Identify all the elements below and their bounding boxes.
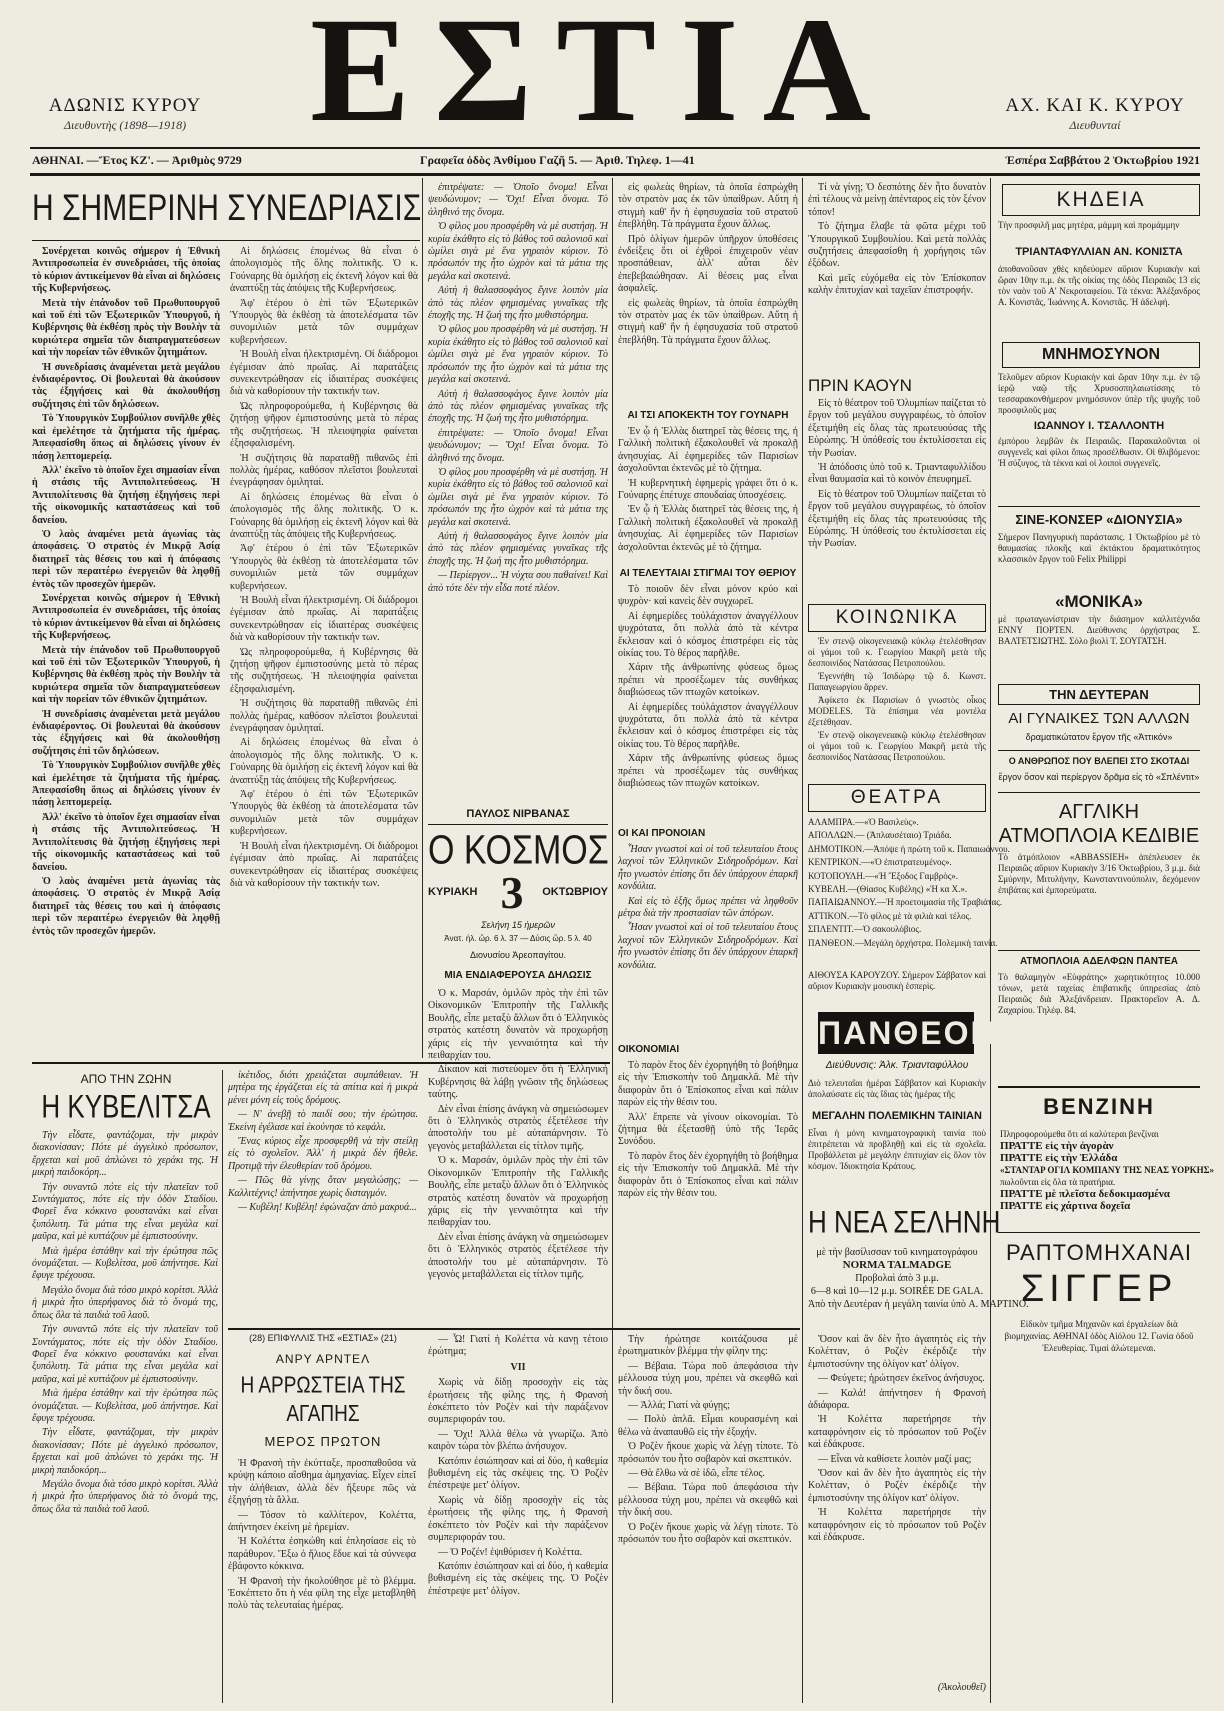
column3-text: ἐπιτρέψατε: — Ὁποῖο ὄνομα! Εἶναι ψευδώνυμον; — Ὄχι! Εἶναι ὄνομα. Τὸ ἀληθινό της ὄνομα. Ὁ φίλος μου προσφέρθη νὰ μὲ συστήσῃ. Ἡ κυρία ἐκάθητο εἰς τὸ βάθος τοῦ σαλονιοῦ καὶ ὡμίλει σιγὰ μὲ ἕνα γηραιὸν κύριον. Τὸ πρόσωπόν της ἦτο ὠχρὸν καὶ τὰ μάτια της μεγάλα καὶ σκοτεινά. Αὐτὴ ἡ θαλασσοφάγος ἔγινε λοιπὸν μία ἀπὸ τὰς πλέον φημισμένας γυναῖκας τῆς ἐποχῆς της. Ἡ ζωή της ἦτο μυθιστόρημα. Ὁ φίλος μου προσφέρθη νὰ μὲ συστήσῃ. Ἡ κυρία ἐκάθητο εἰς τὸ βάθος τοῦ σαλονιοῦ καὶ ὡμίλει σιγὰ μὲ ἕνα γηραιὸν κύριον. Τὸ πρόσωπόν της ἦτο ὠχρὸν καὶ τὰ μάτια της μεγάλα καὶ σκοτεινά. Αὐτὴ ἡ θαλασσοφάγος ἔγινε λοιπὸν μία ἀπὸ τὰς πλέον φημισμένας γυναῖκας τῆς ἐποχῆς της. Ἡ ζωή της ἦτο μυθιστόρημα. ἐπιτρέψατε: — Ὁποῖο ὄνομα! Εἶναι ψευδώνυμον; — Ὄχι! Εἶναι ὄνομα. Τὸ ἀληθινό της ὄνομα. Ὁ φίλος μου προσφέρθη νὰ μὲ συστήσῃ. Ἡ κυρία ἐκάθητο εἰς τὸ βάθος τοῦ σαλονιοῦ καὶ ὡμίλει σιγὰ μὲ ἕνα γηραιὸν κύριον. Τὸ πρόσωπόν της ἦτο ὠχρὸν καὶ τὰ μάτια της μεγάλα καὶ σκοτεινά. Αὐτὴ ἡ θαλασσοφάγος ἔγινε λοιπὸν μία ἀπὸ τὰς πλέον φημισμένας γυναῖκας τῆς ἐποχῆς της. Ἡ ζωή της ἦτο μυθιστόρημα. — Περίεργον... Ἡ νύχτα σου παθαίνει! Καὶ ἀπὸ τότε δὲν τὴν εἶδα ποτέ πλέον. xyxy=(428,182,608,594)
cine-dionysia-text-2: μὲ πρωταγωνίστριαν τὴν διάσημον καλλιτέχνιδα ΕΝΝΥ ΠΟΡΤΕΝ. Διεύθυνσις ὀρχήστρας Σ. ΒΑΛΤΕΤΣΙΩΤΗΣ. Σόλο βιολὶ Τ. ΣΟΥΓΑΤΣΗ. xyxy=(998,614,1200,646)
benzini-text: Πληροφορούμεθα ὅτι αἱ καλύτεραι βενζίναι ΠΡΑΤΤΕ εἰς τὴν ἀγορὰν ΠΡΑΤΤΕ εἰς τὴν Ἑλλάδα «ΣΤΑΝΤΑΡ ΟΓΙΛ ΚΟΜΠΑΝΥ ΤΗΣ ΝΕΑΣ ΥΟΡΚΗΣ» πωλοῦνται εἰς ὅλα τὰ πρατήρια. ΠΡΑΤΤΕ μὲ πλεῖστα δεδοκιμασμένα ΠΡΑΤΤΕ εἰς χάρτινα δοχεῖα xyxy=(1000,1129,1215,1212)
main-headline: Η ΣΗΜΕΡΙΝΗ ΣΥΝΕΔΡΙΑΣΙΣ xyxy=(32,187,422,229)
kideia-text: ἀποθανοῦσαν χθὲς κηδεύομεν αὔριον Κυριακὴν καὶ ὥραν 10ην π.μ. ἐκ τῆς οἰκίας της ὁδὸς Πειραιῶς 13 εἰς τὸν ναὸν τοῦ Α' Νεκροταφείου. Τὰ τέκνα: Ἀλέξανδρος Α. Κονιστᾶς, Ἰωάννης Α. Κονιστᾶς. Ἡ ἀδελφή. xyxy=(998,264,1200,307)
section-rule xyxy=(998,1232,1200,1233)
masthead-rule-bottom xyxy=(30,173,1200,176)
kyvelitsa-kicker: ΑΠΟ ΤΗΝ ΖΩΗΝ xyxy=(80,1072,172,1086)
theatra-title: ΘΕΑΤΡΑ xyxy=(808,784,986,812)
section-rule xyxy=(998,750,1200,751)
section-rule xyxy=(998,792,1200,793)
lower-section-rule xyxy=(32,1062,610,1064)
section-summer-title: ΑΙ ΤΕΛΕΥΤΑΙΑΙ ΣΤΙΓΜΑΙ ΤΟΥ ΘΕΡΙΟΥ xyxy=(619,568,797,579)
serial-col3: Τὴν ἠρώτησε κοιτάζουσα μὲ ἐρωτηματικὸν βλέμμα τὴν φίλην της: — Βέβαια. Τώρα ποῦ ἀπεφάσισα τὴν μέλλουσα τύχη μου, πρέπει νὰ σκεφθῶ καὶ τὴν δική σου. — Ἀλλά; Γιατί νὰ φύγῃς; — Πολὺ ἁπλᾶ. Εἶμαι κουρασμένη καὶ θέλω νὰ ἀναπαυθῶ εἰς τὴν ἐξοχήν. Ὁ Ροζὲν ἤκουε χωρὶς νὰ λέγῃ τίποτε. Τὸ πρόσωπόν του ἦτο σοβαρὸν καὶ σκεπτικόν. — Θὰ ἔλθω νὰ σὲ ἰδῶ, εἶπε τέλος. — Βέβαια. Τώρα ποῦ ἀπεφάσισα τὴν μέλλουσα τύχη μου, πρέπει νὰ σκεφθῶ καὶ τὴν δική σου. Ὁ Ροζὲν ἤκουε χωρὶς νὰ λέγῃ τίποτε. Τὸ πρόσωπόν του ἦτο σοβαρὸν καὶ σκεπτικόν. xyxy=(618,1334,798,1546)
andras-skotadi-text: ἔργον ὅσον καὶ περίεργον δρᾶμα εἰς τὸ «Σπλέντιτ» xyxy=(998,772,1200,782)
cine-dionysia-title: ΣΙΝΕ-ΚΟΝΣΕΡ «ΔΙΟΝΥΣΙΑ» xyxy=(1015,512,1183,527)
kosmos-day-number: 3 xyxy=(500,867,524,918)
kosmos-title: Ο ΚΟΣΜΟΣ xyxy=(428,827,609,874)
serial-col1: Ἡ Φρανσὴ τὴν ἐκύτταξε, προσπαθοῦσα νὰ κρύψῃ κάποιο αἴσθημα ἀμηχανίας. Εἶχεν εἰπεῖ τὴν ἀλήθειαν, ἀλλὰ δὲν ἤξευρε πῶς νὰ ἐξηγήσῃ τὰ ἄλλα. — Τόσον τὸ καλλίτερον, Κολέττα, ἀπήντησεν ἐκείνη μὲ ἠρεμίαν. Ἡ Κολέττα ἐσηκώθη καὶ ἐπλησίασε εἰς τὸ παράθυρον. Ἔξω ὁ ἥλιος ἔδυε καὶ τὰ σύννεφα ἐβάφοντο κόκκινα. Ἡ Φρανσὴ τὴν ἠκολούθησε μὲ τὸ βλέμμα. Ἐσκέπτετο ὅτι ἡ νέα φίλη της εἶχε μεταβληθῆ πολὺ τὰς τελευταίας ἡμέρας. xyxy=(228,1458,416,1612)
pantheon-logo: ΠΑΝΘΕΟΝ xyxy=(818,1012,974,1054)
prin-kaoun-title: ΠΡΙΝ ΚΑΟΥΝ xyxy=(808,376,912,395)
mnimosynon-title: ΜΝΗΜΟΣΥΝΟΝ xyxy=(1002,342,1200,368)
aithousa-karouzou: ΑΙΘΟΥΣΑ ΚΑΡΟΥΖΟΥ. Σήμερον Σάββατον καὶ αὔριον Κυριακὴν μουσικὴ ἑσπερὶς. xyxy=(808,970,986,991)
masthead-rule-top xyxy=(30,147,1200,149)
cine-dionysia-text: Σήμερον Πανηγυρικὴ παράστασις. 1 Ὀκτωβρίου μὲ τὸ θαυμασίας πλοκῆς καὶ ἐκτάκτου δραματικότητος κλασσικὸν ἔργον τοῦ Felix Philippi xyxy=(998,532,1200,564)
nea-selini-title: Η ΝΕΑ ΣΕΛΗΝΗ xyxy=(808,1203,1001,1240)
column-rule xyxy=(802,178,803,1703)
andras-skotadi-title: Ο ΑΝΘΡΩΠΟΣ ΠΟΥ ΒΛΕΠΕΙ ΣΤΟ ΣΚΟΤΑΔΙ xyxy=(1008,756,1190,766)
column-rule xyxy=(612,178,613,1703)
main-article-col1: Συνέρχεται κοινῶς σήμερον ἡ Ἐθνικὴ Ἀντιπροσωπεία ἐν συνεδριάσει, τῆς ὁποίας τὸ κύριον ἀντικείμενον θὰ εἶναι αἱ δηλώσεις τῆς Κυβερνήσεως. Μετὰ τὴν ἐπάνοδον τοῦ Πρωθυπουργοῦ καὶ τοῦ ἐπὶ τῶν Ἐξωτερικῶν Ὑπουργοῦ, ἡ Κυβέρνησις θὰ ἐκθέσῃ πρὸς τὴν Βουλὴν τὰ κυριώτερα σημεῖα τῶν διαπραγματεύσεων καὶ τὴν πορείαν τῶν ἐθνικῶν ζητημάτων. Ἡ συνεδρίασις ἀναμένεται μετὰ μεγάλου ἐνδιαφέροντος. Οἱ βουλευταὶ θὰ ἀκούσουν τὰς ἐξηγήσεις καὶ θὰ ἀκολουθήσῃ συζήτησις ἐπὶ τῶν δηλώσεων. Τὸ Ὑπουργικὸν Συμβούλιον συνῆλθε χθὲς καὶ ἐμελέτησε τὰ ζητήματα τῆς ἡμέρας. Ἀπεφασίσθη ὅπως αἱ δηλώσεις γίνουν ἐν πάσῃ λεπτομερείᾳ. Ἀλλ' ἐκεῖνο τὸ ὁποῖον ἔχει σημασίαν εἶναι ἡ στάσις τῆς Ἀντιπολιτεύσεως. Ἡ Ἀντιπολίτευσις θὰ ζητήσῃ ἐξηγήσεις περὶ τῆς οἰκονομικῆς καταστάσεως καὶ τοῦ δανείου. Ὁ λαὸς ἀναμένει μετὰ ἀγωνίας τὰς ἀποφάσεις. Ὁ στρατὸς ἐν Μικρᾷ Ἀσίᾳ διατηρεῖ τὰς θέσεις του καὶ ἡ ἀπόφασις περὶ τῶν περαιτέρω ἐνεργειῶν θὰ ληφθῇ ἐντὸς τῶν προσεχῶν ἡμερῶν. Συνέρχεται κοινῶς σήμερον ἡ Ἐθνικὴ Ἀντιπροσωπεία ἐν συνεδριάσει, τῆς ὁποίας τὸ κύριον ἀντικείμενον θὰ εἶναι αἱ δηλώσεις τῆς Κυβερνήσεως. Μετὰ τὴν ἐπάνοδον τοῦ Πρωθυπουργοῦ καὶ τοῦ ἐπὶ τῶν Ἐξωτερικῶν Ὑπουργοῦ, ἡ Κυβέρνησις θὰ ἐκθέσῃ πρὸς τὴν Βουλὴν τὰ κυριώτερα σημεῖα τῶν διαπραγματεύσεων καὶ τὴν πορείαν τῶν ἐθνικῶν ζητημάτων. Ἡ συνεδρίασις ἀναμένεται μετὰ μεγάλου ἐνδιαφέροντος. Οἱ βουλευταὶ θὰ ἀκούσουν τὰς ἐξηγήσεις καὶ θὰ ἀκολουθήσῃ συζήτησις ἐπὶ τῶν δηλώσεων. Τὸ Ὑπουργικὸν Συμβούλιον συνῆλθε χθὲς καὶ ἐμελέτησε τὰ ζητήματα τῆς ἡμέρας. Ἀπεφασίσθη ὅπως αἱ δηλώσεις γίνουν ἐν πάσῃ λεπτομερείᾳ. Ἀλλ' ἐκεῖνο τὸ ὁποῖον ἔχει σημασίαν εἶναι ἡ στάσις τῆς Ἀντιπολιτεύσεως. Ἡ Ἀντιπολίτευσις θὰ ζητήσῃ ἐξηγήσεις περὶ τῆς οἰκονομικῆς καταστάσεως καὶ τοῦ δανείου. Ὁ λαὸς ἀναμένει μετὰ ἀγωνίας τὰς ἀποφάσεις. Ὁ στρατὸς ἐν Μικρᾷ Ἀσίᾳ διατηρεῖ τὰς θέσεις του καὶ ἡ ἀπόφασις περὶ τῶν περαιτέρω ἐνεργειῶν θὰ ληφθῇ ἐντὸς τῶν προσεχῶν ἡμερῶν. xyxy=(32,246,220,937)
directors-name: ΑΧ. ΚΑΙ Κ. ΚΥΡΟΥ xyxy=(1005,95,1185,116)
pantheon-text: Διὸ τελευταῖαι ἡμέραι Σάββατον καὶ Κυριακὴν ἀπολαύσατε εἰς τὰς ἴδιας τὰς ἡμέρας τῆς xyxy=(808,1078,986,1099)
directors-subtitle: Διευθυνταί xyxy=(1069,118,1121,132)
nea-selini-text: μὲ τὴν βασίλισσαν τοῦ κινηματογράφου NORMA TALMADGE Προβολαὶ ἀπὸ 3 μ.μ. 6—8 καὶ 10—12 μ.μ. SOIRÉE DE GALA. Ἀπὸ τὴν Δευτέραν ἡ μεγάλη ταινία ὑπὸ A. ΜΑΡΤΙΝΟ. xyxy=(808,1247,1029,1310)
column3-signature: ΠΑΥΛΟΣ ΝΙΡΒΑΝΑΣ xyxy=(466,808,570,820)
pantheon-text-2: Εἶναι ἡ μόνη κινηματογραφικὴ ταινία ποὺ ἐπιτρέπεται νὰ προβληθῇ καὶ εἰς τὰ σχολεῖα. Προβάλλεται μὲ μεγάλην ἐπιτυχίαν εἰς ὅλον τὸν κόσμον. Ἰδιοκτησία Κράτους. xyxy=(808,1128,986,1171)
kosmos-day-right: ΟΚΤΩΒΡΙΟΥ xyxy=(542,886,608,898)
kyvelitsa-col1: Τὴν εἶδατε, φαντάζομαι, τὴν μικρὰν διακονίσσαν; Πότε μὲ ἀγγελικὸ πρόσωπον, ἔρχεται καὶ μοῦ ἀπλώνει τὸ χεράκι της. Ἡ μικρὴ παιδοκόρη... Τὴν συναντῶ πότε εἰς τὴν πλατεῖαν τοῦ Συντάγματος, πότε εἰς τὴν ὁδὸν Σταδίου. Φορεῖ ἕνα κόκκινο φουστανάκι καὶ εἶναι ξυπόλυτη. Τὰ μάτια της εἶναι μεγάλα καὶ μαῦρα, καὶ μὲ κυττάζουν μὲ ἐμπιστοσύνην. Μιὰ ἡμέρα ἐστάθην καὶ τὴν ἐρώτησα πῶς ὀνομάζεται. — Κυβελίτσα, μοῦ ἀπήντησε. Καὶ ἔφυγε τρέχουσα. Μεγάλο ὄνομα διὰ τόσο μικρὸ κορίτσι. Ἀλλὰ ἡ μικρὰ ἦτο ὑπερήφανος διὰ τὸ ὄνομά της, ὅπως ὅλα τὰ παιδιὰ τοῦ λαοῦ. Τὴν συναντῶ πότε εἰς τὴν πλατεῖαν τοῦ Συντάγματος, πότε εἰς τὴν ὁδὸν Σταδίου. Φορεῖ ἕνα κόκκινο φουστανάκι καὶ εἶναι ξυπόλυτη. Τὰ μάτια της εἶναι μεγάλα καὶ μαῦρα, καὶ μὲ κυττάζουν μὲ ἐμπιστοσύνην. Μιὰ ἡμέρα ἐστάθην καὶ τὴν ἐρώτησα πῶς ὀνομάζεται. — Κυβελίτσα, μοῦ ἀπήντησε. Καὶ ἔφυγε τρέχουσα. Τὴν εἶδατε, φαντάζομαι, τὴν μικρὰν διακονίσσαν; Πότε μὲ ἀγγελικὸ πρόσωπον, ἔρχεται καὶ μοῦ ἀπλώνει τὸ χεράκι της. Ἡ μικρὴ παιδοκόρη... Μεγάλο ὄνομα διὰ τόσο μικρὸ κορίτσι. Ἀλλὰ ἡ μικρὰ ἦτο ὑπερήφανος διὰ τὸ ὄνομά της, ὅπως ὅλα τὰ παιδιὰ τοῦ λαοῦ. xyxy=(32,1130,218,1515)
dateline-issue: ΑΘΗΝΑΙ. —Ἔτος ΚΖ'. — Ἀριθμὸς 9729 xyxy=(32,153,242,167)
section-pronoia-title: ΟΙ ΚΑΙ ΠΡΟΝΟΙΑΝ xyxy=(618,828,706,839)
column-rule xyxy=(222,1070,223,1703)
pantea-text: Τὸ θαλαμηγὸν «Εὐφράτης» χωρητικότητος 10.000 τόνων, μετὰ ταχείας ἐπιβατικῆς ὑπηρεσίας ἀπὸ Πειραιῶς διὰ Ἀλεξάνδρειαν. Πρακτορεῖον Α. Δ. Ζαχαρίου. Τηλέφ. 84. xyxy=(998,972,1200,1015)
pantheon-film: ΜΕΓΑΛΗΝ ΠΟΛΕΜΙΚΗΝ ΤΑΙΝΙΑΝ xyxy=(812,1110,982,1122)
dateline-office: Γραφεῖα ὁδὸς Ἀνθίμου Γαζῆ 5. — Ἀριθ. Τηλεφ. 1—41 xyxy=(420,153,695,167)
newspaper-title: ΕΣΤΙΑ xyxy=(310,0,895,153)
theatre-listings: ΑΛΑΜΠΡΑ.—«Ὁ Βασιλεὺς». ΑΠΟΛΛΩΝ.— (Ἀπλαυσέταιο) Τριάδα. ΔΗΜΟΤΙΚΟΝ.—Ἀπόψε ἡ πρώτη τοῦ κ. Παπαιωάννου. ΚΕΝΤΡΙΚΟΝ.—«Ὁ ἐπιστρατευμένος». ΚΟΤΟΠΟΥΛΗ.—«Ἡ Ἔξοδος Γαμβρὸς». ΚΥΒΕΛΗ.—(Θίασος Κυβέλης) «Ἡ κα Χ.». ΠΑΠΑΙΩΑΝΝΟΥ.—Ἡ προετοιμασία τῆς Τραβιάτας. ATTIKON.—Τὸ φίλος μὲ τὰ φιλιὰ καὶ τέλος. ΣΠΛΕΝΤΙΤ.—Ὁ σακουλόβιος. ΠΑΝΘΕΟΝ.—Μεγάλη ὀρχήστρα. Πολεμικὴ ταινία. xyxy=(808,817,1010,948)
serial-author: ΑΝΡΥ ΑΡΝΤΕΛ xyxy=(275,1352,371,1366)
serial-title: Η ΑΡΡΩΣΤΕΙΑ ΤΗΣ ΑΓΑΠΗΣ xyxy=(240,1373,406,1428)
anglia-text: Τὸ ἀτμόπλοιον «ABBASSIEH» ἀπέπλευσεν ἐκ Πειραιῶς αὔριον Κυριακὴν 3/16 Ὀκτωβρίου, 3 μ.μ. διὰ Σμύρνην, Μιτυλήνην, Κωνσταντινούπολιν, δεχόμενον ἐπιβάτας καὶ ἐμπορεύματα. xyxy=(998,852,1200,895)
deutera-film: ΑΙ ΓΥΝΑΙΚΕΣ ΤΩΝ ΑΛΛΩΝ xyxy=(1008,710,1190,727)
founder-name: ΑΔΩΝΙΣ ΚΥΡΟΥ xyxy=(48,95,202,116)
serial-label: (28) ΕΠΙΦΥΛΛΙΣ ΤΗΣ «ΕΣΤΙΑΣ» (21) xyxy=(249,1333,397,1343)
section-rule xyxy=(998,950,1200,951)
deutera-text: δραματικώτατον ἔργον τῆς «Ἀττικόν» xyxy=(1025,732,1173,742)
kyvelitsa-title: Η ΚΥΒΕΛΙΤΣΑ xyxy=(41,1087,211,1125)
column5-top-text: Τί νὰ γίνῃ; Ὁ δεσπότης δὲν ἦτο δυνατὸν ἐπὶ τέλους νὰ μείνῃ ἀπένταρος εἰς τὸν ξένον τόπον! Τὸ ζήτημα ἔλαβε τὰ φῶτα μέχρι τοῦ Ὑπουργικοῦ Συμβουλίου. Καὶ μετὰ πολλὰς συζητήσεις ἀπεφασίσθη ἡ χορήγησις τῶν ἐξόδων. Καὶ μεῖς εὐχόμεθα εἰς τὸν Ἐπίσκοπον καλὴν ἐπιτυχίαν καὶ ταχεῖαν ἐπιστροφήν. xyxy=(808,182,986,297)
singer-text: Εἰδικὸν τμῆμα Μηχανῶν καὶ ἐργαλείων διὰ βιομηχανίας. ΑΘΗΝΑΙ ὁδὸς Αἰόλου 12. Γωνία ὁδοῦ Ἐλευθερίας. Τιμαὶ ἀλώτεμεναι. xyxy=(1004,1319,1194,1353)
kosmos-moon: Σελήνη 15 ἡμερῶν xyxy=(481,920,555,930)
column4-top-text: εἰς φωλεὰς θηρίων, τὰ ὁποῖα ἐσπρώχθη τὸν στρατὸν μας ἐκ τῶν ὑπαίθρων. Αὕτη ἡ στιγμὴ καθ' ἣν ἡ ἐφησυχασία τοῦ στρατοῦ ἐπεβλήθη. Τὰ πράγματα ἔχουν ἄλλως. Πρὸ ὀλίγων ἡμερῶν ὑπῆρχον ὑποθέσεις ἐνδείξεις ὅτι οἱ ἐχθροὶ ἐπιχειροῦν νέαν προσπάθειαν, ἀλλ' αὗται δὲν ἐπεβεβαιώθησαν. Αἱ θέσεις μας εἶναι ἀσφαλεῖς. εἰς φωλεὰς θηρίων, τὰ ὁποῖα ἐσπρώχθη τὸν στρατὸν μας ἐκ τῶν ὑπαίθρων. Αὕτη ἡ στιγμὴ καθ' ἣν ἡ ἐφησυχασία τοῦ στρατοῦ ἐπεβλήθη. Τὰ πράγματα ἔχουν ἄλλως. xyxy=(618,182,798,346)
pantea-title: ΑΤΜΟΠΛΟΙΑ ΑΔΕΛΦΩΝ ΠΑΝΤΕΑ xyxy=(1019,956,1179,967)
kosmos-sun: Ἀνατ. ἡλ. ὥρ. 6 λ. 37 — Δύσις ὥρ. 5 λ. 40 xyxy=(444,934,592,943)
kideia-title: ΚΗΔΕΙΑ xyxy=(1002,184,1200,216)
kideia-name: ΤΡΙΑΝΤΑΦΥΛΛΙΑΝ ΑΝ. ΚΟΝΙΣΤΑ xyxy=(1015,246,1183,258)
singer-title-1: ΡΑΠΤΟΜΗΧΑΝΑΙ xyxy=(1006,1240,1192,1265)
dateline-date: Ἑσπέρα Σαββάτου 2 Ὀκτωβρίου 1921 xyxy=(1005,153,1200,167)
kosmos-text: Ὁ κ. Μαρσάν, ὁμιλῶν πρὸς τὴν ἐπὶ τῶν Οἰκονομικῶν Ἐπιτροπὴν τῆς Γαλλικῆς Βουλῆς, εἶπε μεταξὺ ἄλλων ὅτι ὁ Ἑλληνικὸς στρατὸς κατέστη δυνατὸν νὰ προχωρήσῃ χάρις εἰς τὴν γενναιότητα καὶ τὴν πειθαρχίαν του. Δίκαιον καὶ πιστεύομεν ὅτι ἡ Ἑλληνικὴ Κυβέρνησις θὰ λάβῃ γνῶσιν τῆς δηλώσεως ταύτης. Δὲν εἶναι ἐπίσης ἀνάγκη νὰ σημειώσωμεν ὅτι ὁ Ἑλληνικὸς στρατὸς ἐξετέλεσε τὴν ἀποστολήν του μὲ αὐταπάρνησιν. Τὸ γεγονὸς μεταβάλλεται εἰς τίτλον τιμῆς. Ὁ κ. Μαρσάν, ὁμιλῶν πρὸς τὴν ἐπὶ τῶν Οἰκονομικῶν Ἐπιτροπὴν τῆς Γαλλικῆς Βουλῆς, εἶπε μεταξὺ ἄλλων ὅτι ὁ Ἑλληνικὸς στρατὸς κατέστη δυνατὸν νὰ προχωρήσῃ χάρις εἰς τὴν γενναιότητα καὶ τὴν πειθαρχίαν του. Δὲν εἶναι ἐπίσης ἀνάγκη νὰ σημειώσωμεν ὅτι ὁ Ἑλληνικὸς στρατὸς ἐξετέλεσε τὴν ἀποστολήν του μὲ αὐταπάρνησιν. Τὸ γεγονὸς μεταβάλλεται εἰς τίτλον τιμῆς. xyxy=(428,988,608,1280)
kideia-intro: Τὴν προσφιλῆ μας μητέρα, μάμμη καὶ προμάμμην xyxy=(998,220,1180,230)
koinonika-text: Ἐν στενῷ οἰκογενειακῷ κύκλῳ ἐτελέσθησαν οἱ γάμοι τοῦ κ. Γεωργίου Μακρῆ μετὰ τῆς δεσποινίδος Νατάσσας Πετροπούλου. Ἐγεννήθη τῷ Ἰσιδώρῳ τῷ δ. Κωνστ. Παπαγεωργίου ἄρρεν. Ἀφίκετο ἐκ Παρισίων ὁ γνωστὸς οἶκος MODELES. Τὰ ἐπίσημα νέα μοντέλα ἐξετέθησαν. Ἐν στενῷ οἰκογενειακῷ κύκλῳ ἐτελέσθησαν οἱ γάμοι τοῦ κ. Γεωργίου Μακρῆ μετὰ τῆς δεσποινίδος Νατάσσας Πετροπούλου. xyxy=(808,636,986,762)
singer-title-2: ΣΙΓΓΕΡ xyxy=(1020,1268,1178,1310)
benzini-title: ΒΕΝΖΙΝΗ xyxy=(1043,1094,1155,1119)
section-gounaris-title: ΑΙ ΤΣΙ ΑΠΟΚΕΚΤΗ ΤΟΥ ΓΟΥΝΑΡΗ xyxy=(627,410,789,421)
mnimosynon-text: Τελοῦμεν αὔριον Κυριακὴν καὶ ὥραν 10ην π.μ. ἐν τῷ ἱερῷ ναῷ τῆς Χρυσοσπηλαιωτίσσης τὸ τεσσαρακονθήμερον μνημόσυνον ὑπὲρ τῆς ψυχῆς τοῦ προσφιλοῦς μας xyxy=(998,372,1200,415)
cine-dionysia-film: «ΜΟΝΙΚΑ» xyxy=(1055,592,1143,611)
founder-subtitle: Διευθυντὴς (1898—1918) xyxy=(63,118,187,132)
koinonika-title: ΚΟΙΝΩΝΙΚΑ xyxy=(808,604,986,632)
mnimosynon-name: ΙΩΑΝΝΟΥ Ι. ΤΣΑΛΛΟΝΤΗ xyxy=(1033,420,1165,432)
anglia-title: ΑΓΓΛΙΚΗ ΑΤΜΟΠΛΟΙΑ ΚΕΔΙΒΙΕ xyxy=(998,801,1200,847)
section-summer-text: Τὸ ποιοῦν δὲν εἶναι μόνον κρύο καὶ ψυχρὸν· καὶ κανεὶς δὲν συγχωρεῖ. Αἱ ἐφημερίδες τούλάχιστον ἀναγγέλλουν ψυχρότατα, ὅτι πολλὰ ἀπὸ τὰ κέντρα ἔκλεισαν καὶ ὁ κόσμος ἐπιστρέφει εἰς τὰς οἰκίας του. Τὸ θέρος παρῆλθε. Χάριν τῆς ἀνθρωπίνης φύσεως ὅμως πρέπει νὰ προσέξωμεν τὰς συνθήκας διαβιώσεως τῶν πτωχῶν κατοίκων. Αἱ ἐφημερίδες τούλάχιστον ἀναγγέλλουν ψυχρότατα, ὅτι πολλὰ ἀπὸ τὰ κέντρα ἔκλεισαν καὶ ὁ κόσμος ἐπιστρέφει εἰς τὰς οἰκίας του. Τὸ θέρος παρῆλθε. Χάριν τῆς ἀνθρωπίνης φύσεως ὅμως πρέπει νὰ προσέξωμεν τὰς συνθήκας διαβιώσεως τῶν πτωχῶν κατοίκων. xyxy=(618,584,798,790)
serial-col4: Ὅσον καὶ ἂν δὲν ἦτο ἀγαπητὸς εἰς τὴν Κολέτταν, ὁ Ροζὲν ἐκέρδιζε τὴν ἐμπιστοσύνην της ὀλίγον κατ' ὀλίγον. — Φεύγετε; ἠρώτησεν ἐκεῖνος ἀνήσυχος. — Καλά! ἀπήντησεν ἡ Φρανσὴ ἀδιάφορα. Ἡ Κολέττα παρετήρησε τὴν καταφρόνησιν εἰς τὸ πρόσωπον τοῦ Ροζὲν καὶ ἐδάκρυσε. — Εἶναι νὰ καθίσετε λοιπὸν μαζί μας; Ὅσον καὶ ἂν δὲν ἦτο ἀγαπητὸς εἰς τὴν Κολέτταν, ὁ Ροζὲν ἐκέρδιζε τὴν ἐμπιστοσύνην της ὀλίγον κατ' ὀλίγον. Ἡ Κολέττα παρετήρησε τὴν καταφρόνησιν εἰς τὸ πρόσωπον τοῦ Ροζὲν καὶ ἐδάκρυσε. xyxy=(808,1334,986,1544)
kosmos-rule xyxy=(428,824,608,825)
serial-rule xyxy=(228,1328,800,1330)
kosmos-subhead: ΜΙΑ ΕΝΔΙΑΦΕΡΟΥΣΑ ΔΗΛΩΣΙΣ xyxy=(444,970,592,981)
mnimosynon-text-2: ἐμπόρου λεμβῶν ἐκ Πειραιῶς. Παρακαλοῦνται οἱ συγγενεῖς καὶ φίλοι ὅπως προσέλθωσιν. Οἱ θλιβόμενοι: Ἡ σύζυγος, τὰ τέκνα καὶ οἱ λοιποὶ συγγενεῖς. xyxy=(998,436,1200,468)
serial-col2: — Ὦ! Γιατί ἡ Κολέττα νὰ κανῃ τέτοιο ἐρώτημα; VII Χωρὶς νὰ δίδῃ προσοχὴν εἰς τὰς ἐρωτήσεις τῆς φίλης της, ἡ Φρανσὴ ἐσκέπτετο τὸν Ροζὲν καὶ τὴν παράξενον συμπεριφοράν του. — Ὄχι! Ἀλλὰ θέλω νὰ γνωρίζω. Ἀπὸ καιρὸν τώρα τὸν βλέπω ἀνήσυχον. Κατόπιν ἐσιώπησαν καὶ αἱ δύο, ἡ καθεμία βυθισμένη εἰς τὰς σκέψεις της. Ὁ Ροζὲν ἐπέστρεψε μετ' ὀλίγον. Χωρὶς νὰ δίδῃ προσοχὴν εἰς τὰς ἐρωτήσεις τῆς φίλης της, ἡ Φρανσὴ ἐσκέπτετο τὸν Ροζὲν καὶ τὴν παράξενον συμπεριφοράν του. — Ὁ Ροζέν! ἐψιθύρισεν ἡ Κολέττα. Κατόπιν ἐσιώπησαν καὶ αἱ δύο, ἡ καθεμία βυθισμένη εἰς τὰς σκέψεις της. Ὁ Ροζὲν ἐπέστρεψε μετ' ὀλίγον. xyxy=(428,1334,608,1597)
main-article-col2: Αἱ δηλώσεις ἐπομένως θὰ εἶναι ὁ ἀπολογισμὸς τῆς ὅλης πολιτικῆς. Ὁ κ. Γούναρης θὰ ὁμιλήσῃ εἰς ἐκτενῆ λόγον καὶ θὰ ἀναπτύξῃ τὰς ἀπόψεις τῆς Κυβερνήσεως. Ἀφ' ἑτέρου ὁ ἐπὶ τῶν Ἐξωτερικῶν Ὑπουργὸς θὰ ἐκθέσῃ τὰ ἀποτελέσματα τῶν συνομιλιῶν μετὰ τῶν συμμάχων κυβερνήσεων. Ἡ Βουλὴ εἶναι ἠλεκτρισμένη. Οἱ διάδρομοι ἐγέμισαν ἀπὸ πρωΐας. Αἱ παρατάξεις συνεκεντρώθησαν εἰς ἰδιαιτέρας συσκέψεις διὰ νὰ καθορίσουν τὴν τακτικήν των. Ὡς πληροφορούμεθα, ἡ Κυβέρνησις θὰ ζητήσῃ ψῆφον ἐμπιστοσύνης μετὰ τὸ πέρας τῆς συζητήσεως. Ἡ πλειοψηφία φαίνεται ἐξησφαλισμένη. Ἡ συζήτησις θὰ παραταθῇ πιθανῶς ἐπὶ πολλὰς ἡμέρας, καθόσον πλεῖστοι βουλευταὶ ἐνεγράφησαν ὁμιληταί. Αἱ δηλώσεις ἐπομένως θὰ εἶναι ὁ ἀπολογισμὸς τῆς ὅλης πολιτικῆς. Ὁ κ. Γούναρης θὰ ὁμιλήσῃ εἰς ἐκτενῆ λόγον καὶ θὰ ἀναπτύξῃ τὰς ἀπόψεις τῆς Κυβερνήσεως. Ἀφ' ἑτέρου ὁ ἐπὶ τῶν Ἐξωτερικῶν Ὑπουργὸς θὰ ἐκθέσῃ τὰ ἀποτελέσματα τῶν συνομιλιῶν μετὰ τῶν συμμάχων κυβερνήσεων. Ἡ Βουλὴ εἶναι ἠλεκτρισμένη. Οἱ διάδρομοι ἐγέμισαν ἀπὸ πρωΐας. Αἱ παρατάξεις συνεκεντρώθησαν εἰς ἰδιαιτέρας συσκέψεις διὰ νὰ καθορίσουν τὴν τακτικήν των. Ὡς πληροφορούμεθα, ἡ Κυβέρνησις θὰ ζητήσῃ ψῆφον ἐμπιστοσύνης μετὰ τὸ πέρας τῆς συζητήσεως. Ἡ πλειοψηφία φαίνεται ἐξησφαλισμένη. Ἡ συζήτησις θὰ παραταθῇ πιθανῶς ἐπὶ πολλὰς ἡμέρας, καθόσον πλεῖστοι βουλευταὶ ἐνεγράφησαν ὁμιληταί. Αἱ δηλώσεις ἐπομένως θὰ εἶναι ὁ ἀπολογισμὸς τῆς ὅλης πολιτικῆς. Ὁ κ. Γούναρης θὰ ὁμιλήσῃ εἰς ἐκτενῆ λόγον καὶ θὰ ἀναπτύξῃ τὰς ἀπόψεις τῆς Κυβερνήσεως. Ἀφ' ἑτέρου ὁ ἐπὶ τῶν Ἐξωτερικῶν Ὑπουργὸς θὰ ἐκθέσῃ τὰ ἀποτελέσματα τῶν συνομιλιῶν μετὰ τῶν συμμάχων κυβερνήσεων. Ἡ Βουλὴ εἶναι ἠλεκτρισμένη. Οἱ διάδρομοι ἐγέμισαν ἀπὸ πρωΐας. Αἱ παρατάξεις συνεκεντρώθησαν εἰς ἰδιαιτέρας συσκέψεις διὰ νὰ καθορίσουν τὴν τακτικήν των. xyxy=(230,246,418,889)
section-oikonomiai-title: ΟΙΚΟΝΟΜΙΑΙ xyxy=(618,1044,680,1055)
deutera-title: ΤΗΝ ΔΕΥΤΕΡΑΝ xyxy=(998,684,1200,705)
section-pronoia-text: Ἦσαν γνωστοὶ καὶ οἱ τοῦ τελευταίου ἔτους λαχνοὶ τῶν Ἑλληνικῶν Σιδηροδρόμων. Καὶ ἦτο γνωστὸν ἐπίσης ὅτι δὲν ὑπάρχουν ἐπαρκῆ κονδύλια. Καὶ εἰς τὸ ἑξῆς ὅμως πρέπει νὰ ληφθοῦν μέτρα διὰ τὴν προστασίαν τῶν ἀπόρων. Ἦσαν γνωστοὶ καὶ οἱ τοῦ τελευταίου ἔτους λαχνοὶ τῶν Ἑλληνικῶν Σιδηροδρόμων. Καὶ ἦτο γνωστὸν ἐπίσης ὅτι δὲν ὑπάρχουν ἐπαρκῆ κονδύλια. xyxy=(618,844,798,971)
column-rule xyxy=(422,178,423,1058)
section-oikonomiai-text: Τὸ παρὸν ἔτος δὲν ἐχορηγήθη τὸ βοήθημα εἰς τὴν Ἐπισκοπὴν τοῦ Δημακλᾶ. Μὲ τὴν διαφορὰν ὅτι ὁ Ἐπίσκοπος εἶναι καὶ πάλιν παρὼν εἰς τὴν θέσιν του. Ἀλλ' ἔπρεπε νὰ γίνουν οἰκονομίαι. Τὸ ζήτημα θὰ ἐξετασθῇ ὑπὸ τῆς Ἱερᾶς Συνόδου. Τὸ παρὸν ἔτος δὲν ἐχορηγήθη τὸ βοήθημα εἰς τὴν Ἐπισκοπὴν τοῦ Δημακλᾶ. Μὲ τὴν διαφορὰν ὅτι ὁ Ἐπίσκοπος εἶναι καὶ πάλιν παρὼν εἰς τὴν θέσιν του. xyxy=(618,1060,798,1200)
prin-kaoun-text: Εἰς τὸ θέατρον τοῦ Ὀλυμπίων παίζεται τὸ ἔργον τοῦ μεγάλου συγγραφέως, τὸ ὁποῖον ἐξετιμήθη εἰς ὅλας τὰς πρωτευούσας τῆς Εὐρώπης. Ἡ ὑπόθεσίς του ἐκτυλίσσεται εἰς τὴν Ρωσίαν. Ἡ ἀπόδοσις ὑπὸ τοῦ κ. Τριανταφυλλίδου εἶναι θαυμασία καὶ τὸ κοινὸν ἐπευφημεῖ. Εἰς τὸ θέατρον τοῦ Ὀλυμπίων παίζεται τὸ ἔργον τοῦ μεγάλου συγγραφέως, τὸ ὁποῖον ἐξετιμήθη εἰς ὅλας τὰς πρωτευούσας τῆς Εὐρώπης. Ἡ ὑπόθεσίς του ἐκτυλίσσεται εἰς τὴν Ρωσίαν. xyxy=(808,398,986,550)
section-gounaris-text: Ἐν ᾧ ἡ Ἑλλὰς διατηρεῖ τὰς θέσεις της, ἡ Γαλλικὴ πολιτικὴ ἐξακολουθεῖ νὰ προκαλῇ ἀνησυχίας. Αἱ ἐφημερίδες τῶν Παρισίων ἀσχολοῦνται ἐκτενῶς μὲ τὸ ζήτημα. Ἡ κυβερνητικὴ ἐφημερὶς γράφει ὅτι ὁ κ. Γούναρης ἐπέτυχε σπουδαίας ὑποσχέσεις. Ἐν ᾧ ἡ Ἑλλὰς διατηρεῖ τὰς θέσεις της, ἡ Γαλλικὴ πολιτικὴ ἐξακολουθεῖ νὰ προκαλῇ ἀνησυχίας. Αἱ ἐφημερίδες τῶν Παρισίων ἀσχολοῦνται ἐκτενῶς μὲ τὸ ζήτημα. xyxy=(618,426,798,553)
section-rule xyxy=(998,1086,1200,1088)
kyvelitsa-col2: ἰκέτιδος, διότι χρειάζεται συμπάθειαν. Ἡ μητέρα της ἐργάζεται εἰς τὰ σπίτια καὶ ἡ μικρὰ μένει μόνη εἰς τοὺς δρόμους. — Ν' ἀνεβῇ τὸ παιδί σου; τὴν ἐρώτησα. Ἐκείνη ἐγέλασε καὶ ἐκούνησε τὸ κεφάλι. Ἕνας κύριος εἶχε προσφερθῆ νὰ τὴν στείλῃ εἰς τὸ σχολεῖον. Ἀλλ' ἡ μικρὰ δὲν ἤθελε. Προτιμᾷ τὴν ἐλευθερίαν τοῦ δρόμου. — Πῶς θὰ γίνῃς ὅταν μεγαλώσῃς; — Καλλιτέχνις! ἀπήντησε χωρὶς δισταγμόν. — Κυβέλη! Κυβέλη! ἐφώναζαν ἀπὸ μακρυά... xyxy=(228,1070,418,1214)
kosmos-saint: Διονυσίου Ἀρεοπαγίτου. xyxy=(469,950,567,960)
section-rule xyxy=(998,506,1200,507)
serial-continued: (Ἀκολουθεῖ) xyxy=(937,1682,986,1693)
pantheon-director: Διεύθυνσις: Ἀλκ. Τριανταφύλλου xyxy=(825,1060,969,1071)
serial-part: ΜΕΡΟΣ ΠΡΩΤΟΝ xyxy=(264,1434,382,1449)
kosmos-day-left: ΚΥΡΙΑΚΗ xyxy=(428,886,478,898)
headline-rule xyxy=(32,240,420,241)
